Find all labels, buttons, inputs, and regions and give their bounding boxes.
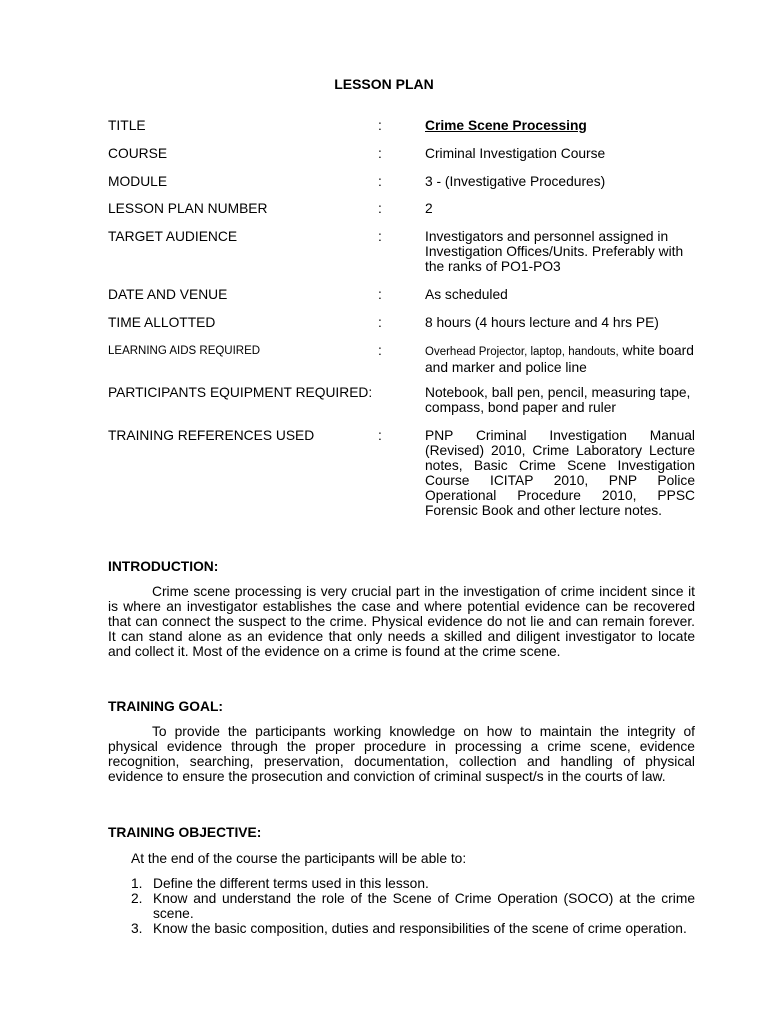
field-colon: :	[378, 343, 382, 358]
field-value-time-allotted: 8 hours (4 hours lecture and 4 hrs PE)	[425, 315, 659, 330]
field-colon: :	[378, 287, 382, 302]
list-item-number: 1.	[131, 876, 143, 891]
field-label-target-audience: TARGET AUDIENCE	[108, 229, 238, 244]
field-value-date-venue: As scheduled	[425, 287, 508, 302]
field-label-module: MODULE	[108, 174, 168, 189]
field-value-learning-aids	[425, 343, 695, 375]
list-item-text: Know and understand the role of the Scene of Crime Operation (SOCO) at the crime scene.	[153, 891, 695, 921]
field-colon: :	[378, 146, 382, 161]
field-value-title: Crime Scene Processing	[425, 118, 587, 133]
training-objective-heading: TRAINING OBJECTIVE:	[108, 825, 262, 840]
field-value-module: 3 - (Investigative Procedures)	[425, 174, 606, 189]
field-colon: :	[378, 428, 382, 443]
field-colon: :	[378, 174, 382, 189]
field-label-title: TITLE	[108, 118, 146, 133]
field-value-participants-equipment: Notebook, ball pen, pencil, measuring tape, compass, bond paper and ruler	[425, 385, 691, 415]
field-label-lesson-plan-number: LESSON PLAN NUMBER	[108, 201, 268, 216]
training-goal-paragraph	[108, 724, 695, 784]
list-item-number: 2.	[131, 891, 143, 906]
field-colon: :	[378, 118, 382, 133]
list-item-text: Define the different terms used in this lesson.	[153, 876, 429, 891]
field-label-training-references: TRAINING REFERENCES USED	[108, 428, 315, 443]
field-label-time-allotted: TIME ALLOTTED	[108, 315, 216, 330]
field-label-date-venue: DATE AND VENUE	[108, 287, 228, 302]
training-goal-text: To provide the participants working knowledge on how to maintain the integrity of physical evidence through the proper procedure in processing a crime scene, evidence recognition, searching, preservation, documentation, collection and handling of physical evidence to ensure the prosecution and conviction of criminal suspect/s in the courts of law.	[108, 724, 695, 784]
list-item	[131, 921, 695, 936]
training-goal-heading: TRAINING GOAL:	[108, 699, 223, 714]
field-value-training-references: PNP Criminal Investigation Manual (Revised) 2010, Crime Laboratory Lecture notes, Basic Crime Scene Investigation Course ICITAP 2010, PNP Police Operational Procedure 2010, PPSC Forensic Book and other lecture notes.	[425, 428, 695, 518]
list-item	[131, 876, 695, 891]
list-item	[131, 891, 695, 921]
field-colon: :	[378, 201, 382, 216]
introduction-heading: INTRODUCTION:	[108, 559, 219, 574]
training-objective-lead: At the end of the course the participants will be able to:	[131, 851, 467, 866]
field-value-course: Criminal Investigation Course	[425, 146, 606, 161]
field-value-learning-aids-rest: white board and marker and police line	[425, 343, 694, 375]
page-title: LESSON PLAN	[334, 76, 434, 92]
objectives-list	[131, 876, 695, 936]
field-value-learning-aids-small: Overhead Projector, laptop, handouts,	[425, 346, 619, 358]
field-label-course: COURSE	[108, 146, 168, 161]
introduction-paragraph	[108, 584, 695, 659]
list-item-text: Know the basic composition, duties and responsibilities of the scene of crime operation.	[153, 921, 687, 936]
field-colon: :	[378, 315, 382, 330]
field-colon: :	[378, 229, 382, 244]
field-value-target-audience: Investigators and personnel assigned in Investigation Offices/Units. Preferably with the ranks of PO1-PO3	[425, 229, 684, 274]
field-label-learning-aids: LEARNING AIDS REQUIRED	[108, 345, 261, 357]
field-value-lesson-plan-number: 2	[425, 201, 433, 216]
field-label-participants-equipment: PARTICIPANTS EQUIPMENT REQUIRED:	[108, 385, 373, 400]
list-item-number: 3.	[131, 921, 143, 936]
introduction-text: Crime scene processing is very crucial part in the investigation of crime incident since it is where an investigator establishes the case and where potential evidence can be recovered that can connect the suspect to the crime. Physical evidence do not lie and can remain forever. It can stand alone as an evidence that only needs a skilled and diligent investigator to locate and collect it. Most of the evidence on a crime is found at the crime scene.	[108, 584, 695, 659]
